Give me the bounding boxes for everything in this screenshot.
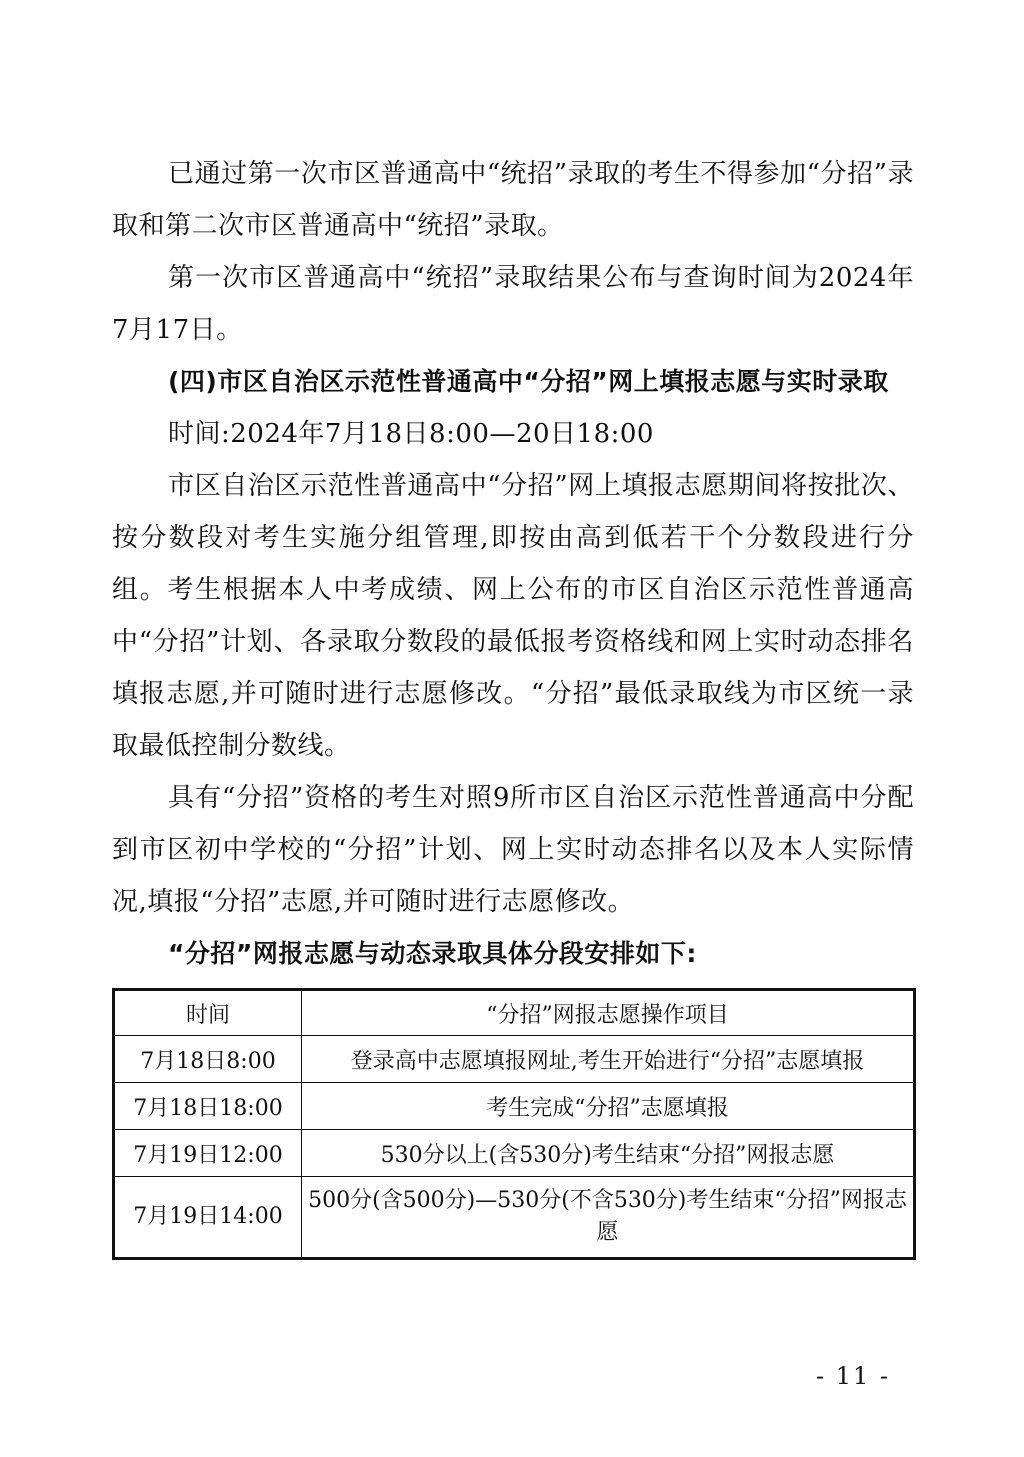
header-time: 时间 [114,990,302,1036]
row-operation: 考生完成“分招”志愿填报 [302,1083,915,1130]
paragraph-unified-admission-restriction: 已通过第一次市区普通高中“统招”录取的考生不得参加“分招”录取和第二次市区普通高中“统招”录取。 [112,159,914,241]
schedule-table [112,988,916,1260]
table-row [114,1036,915,1083]
paragraph-time-period: 时间:2024年7月18日8:00—20日18:00 [168,419,654,449]
section-heading-four: (四)市区自治区示范性普通高中“分招”网上填报志愿与实时录取 [168,367,889,396]
table-row [114,1177,915,1259]
row-operation: 530分以上(含530分)考生结束“分招”网报志愿 [302,1130,915,1177]
paragraph-group-management: 市区自治区示范性普通高中“分招”网上填报志愿期间将按批次、按分数段对考生实施分组管理,即按由高到低若干个分数段进行分组。考生根据本人中考成绩、网上公布的市区自治区示范性普通高中“分招”计划、各录取分数段的最低报考资格线和网上实时动态排名填报志愿,并可随时进行志愿修改。“分招”最低录取线为市区统一录取最低控制分数线。 [112,471,914,761]
row-time: 7月18日18:00 [114,1083,302,1130]
page-number: - 11 - [816,1362,891,1390]
row-operation: 500分(含500分)—530分(不含530分)考生结束“分招”网报志愿 [302,1177,915,1259]
paragraph-eligibility: 具有“分招”资格的考生对照9所市区自治区示范性普通高中分配到市区初中学校的“分招”计划、网上实时动态排名以及本人实际情况,填报“分招”志愿,并可随时进行志愿修改。 [112,783,914,917]
row-time: 7月19日14:00 [114,1177,302,1259]
row-time: 7月19日12:00 [114,1130,302,1177]
table-row [114,1130,915,1177]
header-operation: “分招”网报志愿操作项目 [302,990,915,1036]
table-heading: “分招”网报志愿与动态录取具体分段安排如下: [168,939,697,968]
table-header-row [114,990,915,1036]
row-operation: 登录高中志愿填报网址,考生开始进行“分招”志愿填报 [302,1036,915,1083]
row-time: 7月18日8:00 [114,1036,302,1083]
paragraph-result-announcement-date: 第一次市区普通高中“统招”录取结果公布与查询时间为2024年7月17日。 [112,263,914,345]
table-row [114,1083,915,1130]
document-page [112,148,914,1260]
